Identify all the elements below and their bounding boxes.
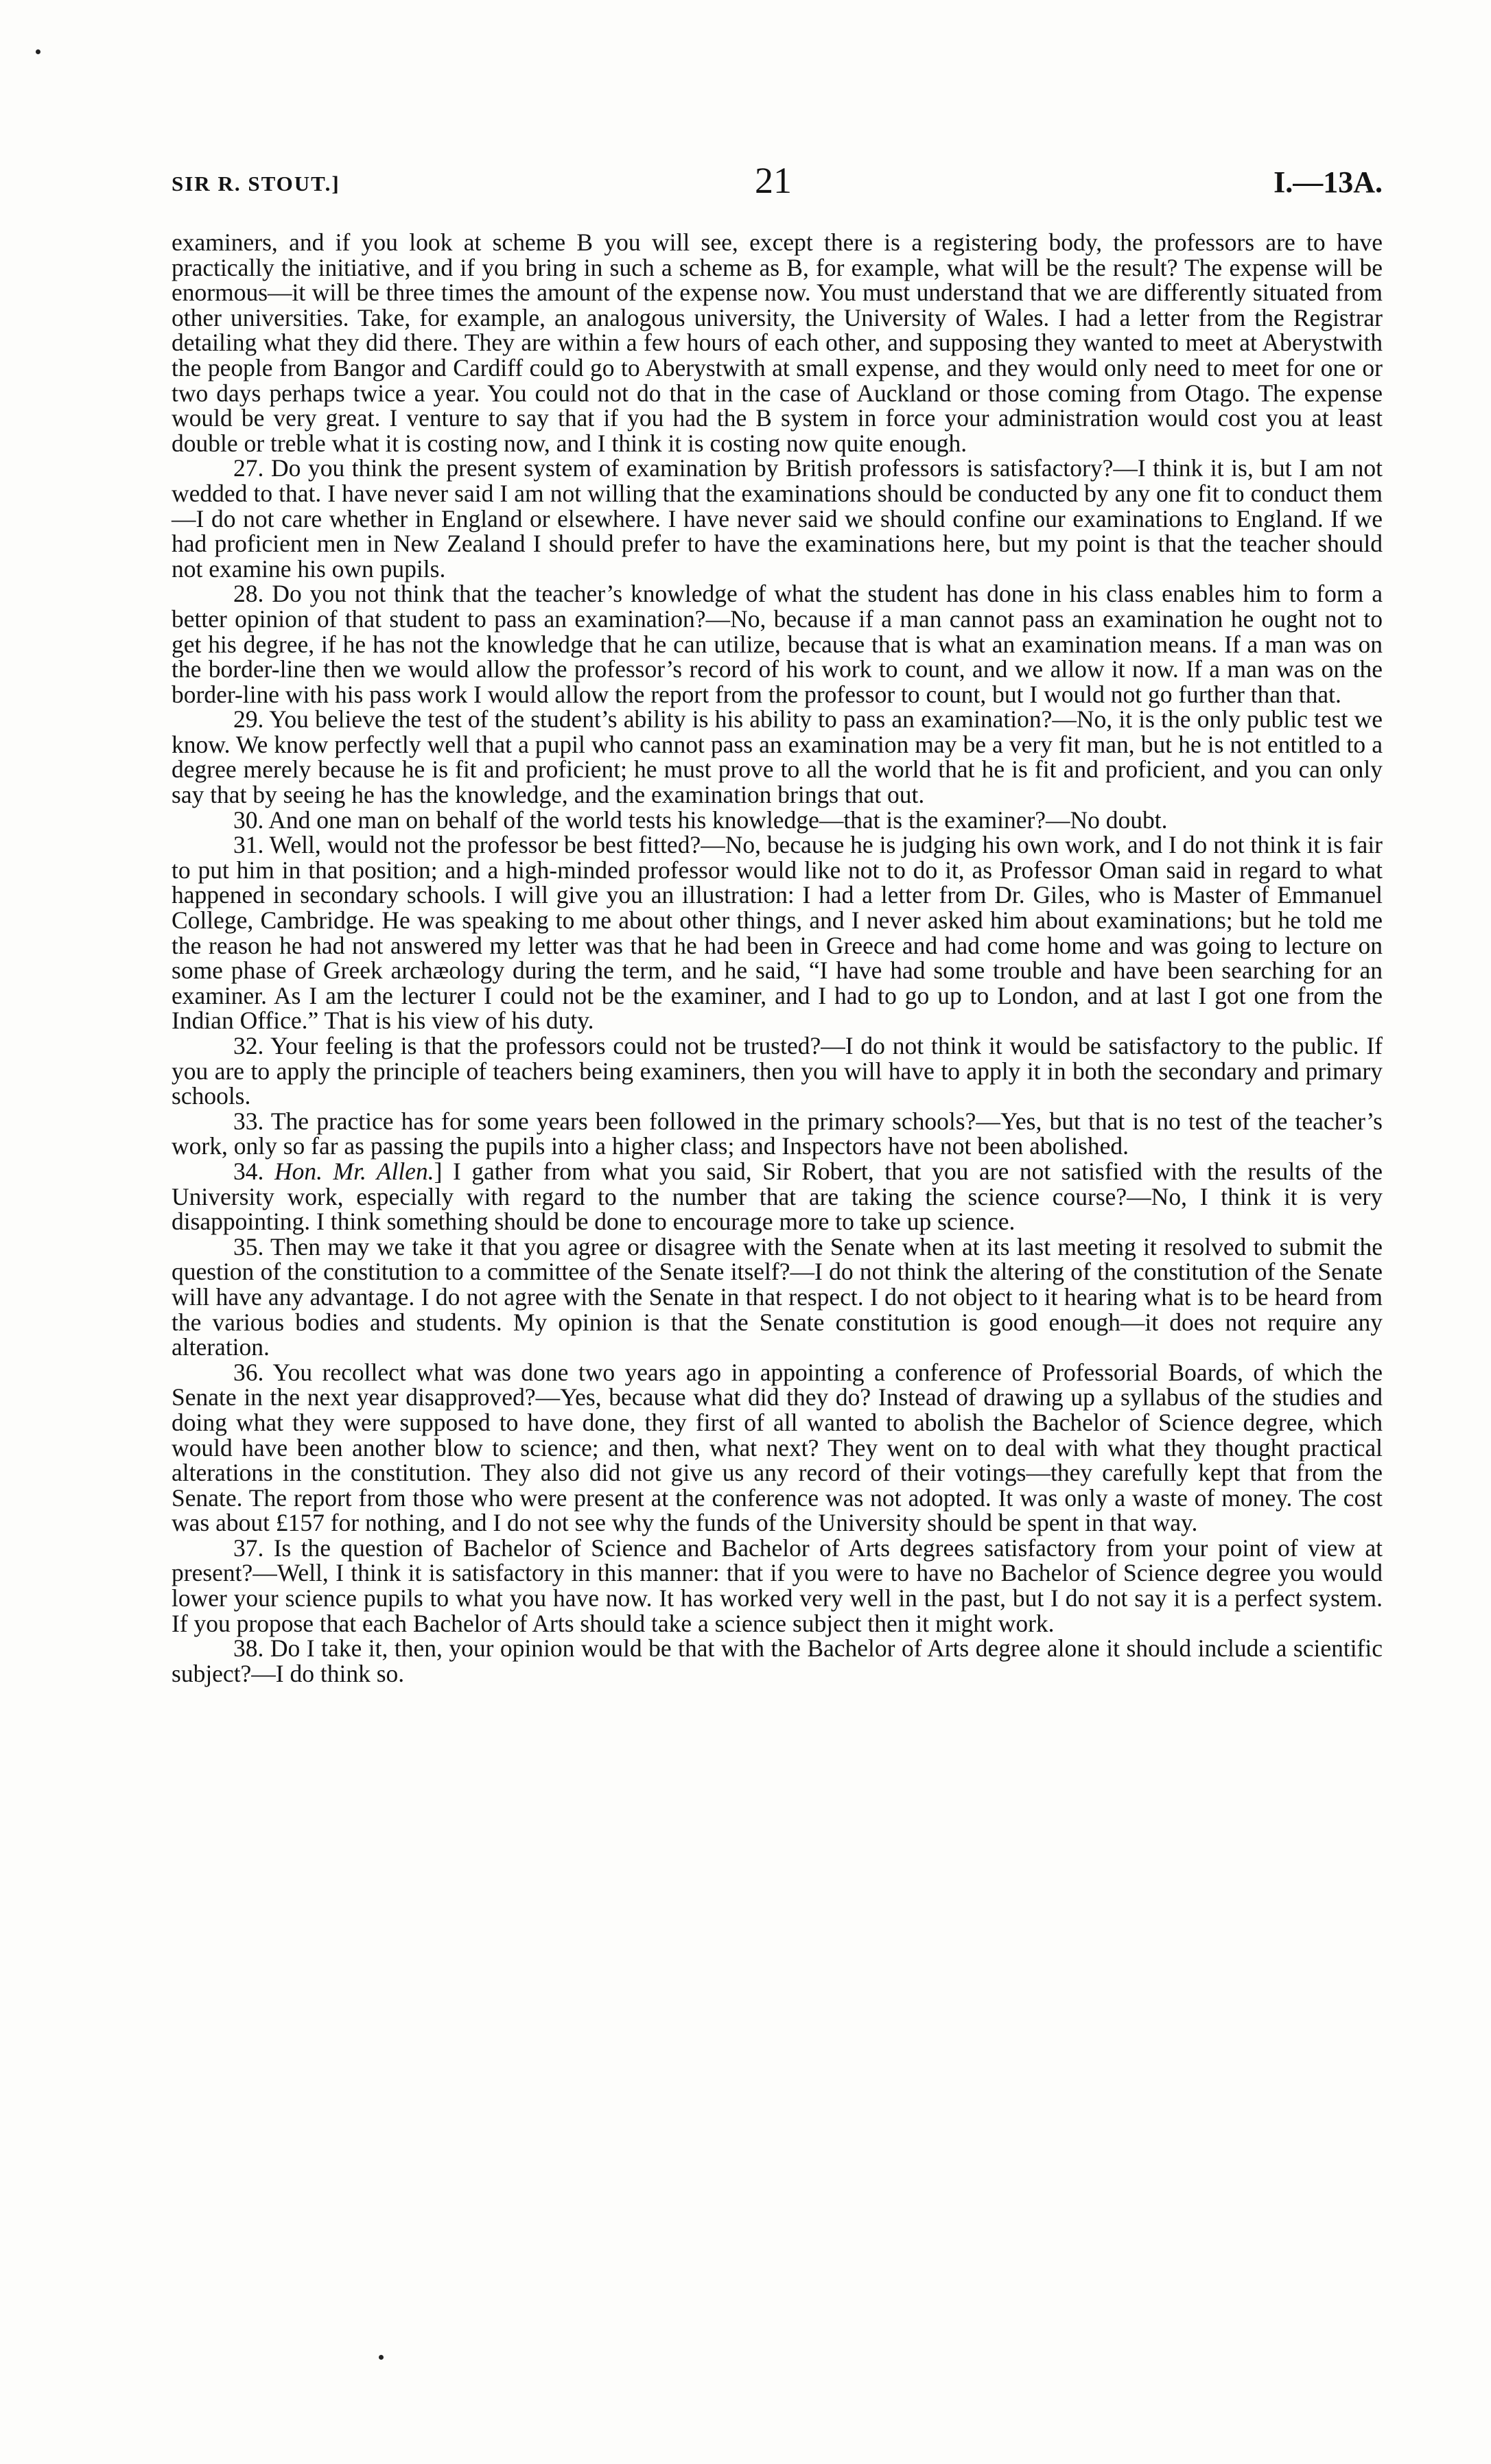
question-paragraph: 38. Do I take it, then, your opinion would be that with the Bachelor of Arts degree alone it should include a scientific subject?—I do think so.	[172, 1634, 1383, 1687]
question-paragraph: 30. And one man on behalf of the world tests his knowledge—that is the examiner?—No doubt.	[233, 806, 1168, 834]
header-speaker: SIR R. STOUT.]	[172, 172, 340, 196]
question-paragraph: 35. Then may we take it that you agree or disagree with the Senate when at its last meeting it resolved to submit the question of the constitution to a committee of the Senate itself?—I do not think the altering of the constitution of the Senate will have any advantage. I do not agree with the Senate in that respect. I do not object to it hearing what is to be heard from the various bodies and students. My opinion is that the Senate constitution is good enough—it does not require any alteration.	[172, 1232, 1383, 1361]
speck-top-left	[36, 49, 40, 54]
speck-bottom	[379, 2355, 384, 2360]
page-header	[172, 159, 1383, 207]
question-paragraph: 36. You recollect what was done two years ago in appointing a conference of Professorial Boards, of which the Senate in the next year disapproved?—Yes, because what did they do? Instead of drawing up a syllabus of the studies and doing what they were supposed to have done, they first of all wanted to abolish the Bachelor of Science degree, which would have been another blow to science; and then, what next? They went on to deal with what they thought practical alterations in the constitution. They also did not give us any record of their votings—they carefully kept that from the Senate. The report from those who were present at the conference was not adopted. It was only a waste of money. The cost was about £157 for nothing, and I do not see why the funds of the University should be spent in that way.	[172, 1358, 1383, 1537]
question-paragraph: 32. Your feeling is that the professors could not be trusted?—I do not think it would be satisfactory to the public. If you are to apply the principle of teachers being examiners, then you will have to apply it in both the secondary and primary schools.	[172, 1032, 1383, 1110]
question-paragraph: 29. You believe the test of the student’s ability is his ability to pass an examination?—No, it is the only public test we know. We know perfectly well that a pupil who cannot pass an examination may be a very fit man, but he is not entitled to a degree merely because he is fit and proficient; he must prove to all the world that he is fit and proficient, and you can only say that by seeing he has the knowledge, and the examination brings that out.	[172, 705, 1383, 809]
question-paragraph: 34. Hon. Mr. Allen.] I gather from what you said, Sir Robert, that you are not satisfied with the results of the University work, especially with regard to the number that are taking the science course?—No, I think it is very disappointing. I think something should be done to encourage more to take up science.	[172, 1157, 1383, 1236]
question-paragraph: 27. Do you think the present system of examination by British professors is satisfactory?—I think it is, but I am not wedded to that. I have never said I am not willing that the examinations should be conducted by any one fit to conduct them—I do not care whether in England or elsewhere. I have never said we should confine our examinations to England. If we had proficient men in New Zealand I should prefer to have the examinations here, but my point is that the teacher should not examine his own pupils.	[172, 454, 1383, 583]
question-paragraph: 28. Do you not think that the teacher’s knowledge of what the student has done in his class enables him to form a better opinion of that student to pass an examination?—No, because if a man cannot pass an examination he ought not to get his degree, if he has not the knowledge that he can utilize, because that is what an examination means. If a man was on the border-line then we would allow the professor’s record of his work to count, and we allow it now. If a man was on the border-line with his pass work I would allow the report from the professor to count, but I would not go further than that.	[172, 580, 1383, 708]
question-paragraph: 31. Well, would not the professor be best fitted?—No, because he is judging his own work, and I do not think it is fair to put him in that position; and a high-minded professor would like not to do it, as Professor Oman said in regard to what happened in secondary schools. I will give you an illustration: I had a letter from Dr. Giles, who is Master of Emmanuel College, Cambridge. He was speaking to me about other things, and I never asked him about examinations; but he told me the reason he had not answered my letter was that he had been in Greece and had come home and was going to lecture on some phase of Greek archæology during the term, and he said, “I have had some trouble and have been searching for an examiner. As I am the lecturer I could not be the examiner, and I had to go up to London, and at last I got one from the Indian Office.” That is his view of his duty.	[172, 831, 1383, 1035]
body-text	[172, 230, 1383, 1686]
question-paragraph: 33. The practice has for some years been followed in the primary schools?—Yes, but that is no test of the teacher’s work, only so far as passing the pupils into a higher class; and Inspectors have not been abolished.	[172, 1107, 1383, 1160]
intro-paragraph: examiners, and if you look at scheme B you will see, except there is a registering body, the professors are to have practically the initiative, and if you bring in such a scheme as B, for example, what will be the result? The expense will be enormous—it will be three times the amount of the expense now. You must understand that we are differently situated from other universities. Take, for example, an analogous university, the University of Wales. I had a letter from the Registrar detailing what they did there. They are within a few hours of each other, and supposing they wanted to meet at Aberystwith the people from Bangor and Cardiff could go to Aberystwith at small expense, and they would only need to meet for one or two days perhaps twice a year. You could not do that in the case of Auckland or those coming from Otago. The expense would be very great. I venture to say that if you had the B system in force your administration would cost you at least double or treble what it is costing now, and I think it is costing now quite enough.	[172, 228, 1383, 457]
document-reference: I.—13A.	[1273, 165, 1383, 199]
page-number: 21	[755, 160, 792, 201]
question-paragraph: 37. Is the question of Bachelor of Science and Bachelor of Arts degrees satisfactory from your point of view at present?—Well, I think it is satisfactory in this manner: that if you were to have no Bachelor of Science degree you would lower your science pupils to what you have now. It has worked very well in the past, but I do not say it is a perfect system. If you propose that each Bachelor of Arts should take a science subject then it might work.	[172, 1534, 1383, 1637]
speaker-name: Hon. Mr. Allen.	[274, 1157, 434, 1185]
